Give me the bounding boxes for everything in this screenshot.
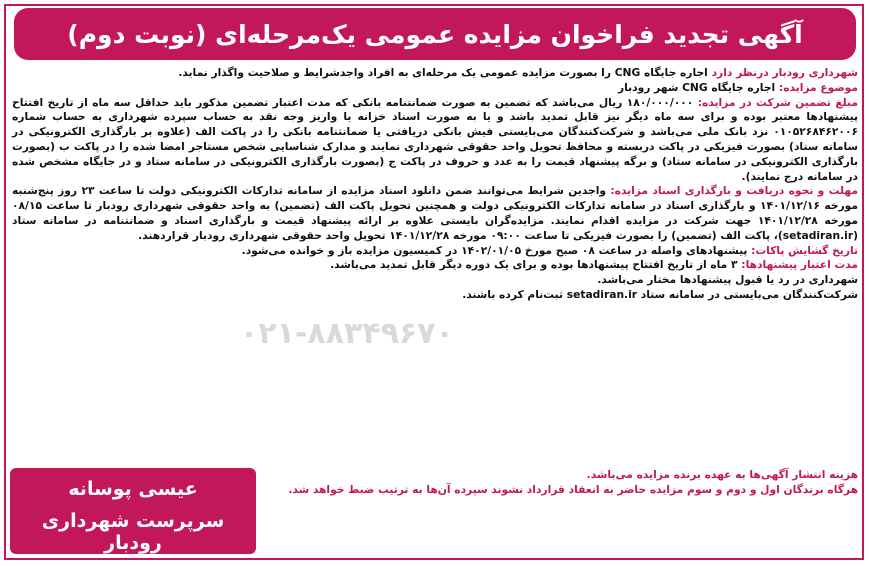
deadline-paragraph bbox=[12, 184, 858, 243]
signatory-role: سرپرست شهرداری رودبار bbox=[41, 510, 225, 554]
notice-body bbox=[12, 66, 858, 303]
subject-label: موضوع مزایده: bbox=[778, 80, 858, 94]
opening-text: پیشنهادهای واصله در ساعت ۰۸ صبح مورخ ۱۴۰۲/۰۱/۰۵ در کمیسیون مزایده باز و خوانده می‌شود. bbox=[241, 243, 752, 257]
notice-title: آگهی تجدید فراخوان مزایده عمومی یک‌مرحله‌ای (نوبت دوم) bbox=[67, 19, 803, 49]
intro-paragraph bbox=[12, 66, 858, 81]
intro-text: اجاره جایگاه CNG را بصورت مزایده عمومی یک مرحله‌ای به افراد واجدشرایط و صلاحیت واگذار نماید. bbox=[178, 66, 712, 79]
guarantee-text: ۱۸۰/۰۰۰/۰۰۰ ریال می‌باشد که تضمین به صورت ضمانتنامه بانکی که مدت اعتبار تضمین مذکور باید حداقل سه ماه از تاریخ افتتاح پیشنهادها معتبر بوده و برای سه ماه دیگر نیز قابل تمدید باشد و یا به صورت اسناد خزانه یا واریز وجه نقد به حساب سپرده شهرداری به حساب شماره ۰۱۰۵۲۶۸۴۶۲۰۰۶ نزد بانک ملی می‌باشد و شرکت‌کنندگان می‌بایستی فیش بانکی دریافتی یا ضمانتنامه بانکی را در پاکت الف (علاوه بر بارگذاری الکترونیکی در سامانه ستاد) بصورت فیزیکی در پاکت دربسته و محافظ تحویل واحد حقوقی شهرداری نمایند و مدارک شناسایی شخص مستاجر امضا شده را در پاکت ب (بصورت بارگذاری الکترونیکی در سامانه ستاد) و برگه پیشنهاد قیمت را به عدد و حروف در پاکت ج (بصورت بارگذاری الکترونیکی در سامانه ستاد و در جایگاه مشخص شده در سامانه درج نمایند). bbox=[12, 95, 858, 183]
subject-paragraph bbox=[12, 81, 858, 96]
notice-footer bbox=[270, 467, 858, 497]
note-register: شرکت‌کنندگان می‌بایستی در سامانه ستاد setadiran.ir ثبت‌نام کرده باشند. bbox=[462, 287, 858, 301]
watermark-phone: ۰۲۱-۸۸۳۴۹۶۷۰ bbox=[240, 316, 454, 351]
guarantee-label: مبلغ تضمین شرکت در مزایده: bbox=[697, 95, 858, 109]
validity-label: مدت اعتبار پیشنهادها: bbox=[741, 258, 858, 272]
deposit-forfeit: هرگاه برندگان اول و دوم و سوم مزایده حاضر به انعقاد قرارداد نشوند سپرده آن‌ها به ترتیب ضبط خواهد شد. bbox=[288, 483, 858, 496]
deadline-text: واجدین شرایط می‌توانند ضمن دانلود اسناد مزایده از سامانه تدارکات الکترونیکی دولت تا ساعت ۲۳ روز پنج‌شنبه مورخه ۱۴۰۱/۱۲/۱۶ و بارگذاری اسناد در سامانه تدارکات الکترونیکی دولت و همچنین تحویل پاکت الف (تضمین) به واحد حقوقی شهرداری رودبار تا ساعت ۰۸/۱۵ مورخه ۱۴۰۱/۱۲/۲۸ جهت شرکت در مزایده اقدام نمایند. مزایده‌گران بایستی علاوه بر ارائه پیشنهاد قیمت و بارگذاری اسناد و ضمانتنامه در سامانه ستاد (setadiran.ir)، پاکت الف (تضمین) را بصورت فیزیکی تا ساعت ۰۹:۰۰ مورخه ۱۴۰۱/۱۲/۲۸ تحویل واحد حقوقی شهرداری رودبار قراردهند. bbox=[12, 184, 858, 242]
publication-cost: هزینه انتشار آگهی‌ها به عهده برنده مزایده می‌باشد. bbox=[586, 468, 858, 481]
signatory-name: عیسی پوسانه bbox=[68, 478, 198, 500]
validity-paragraph bbox=[12, 258, 858, 273]
subject-text: اجاره جایگاه CNG شهر رودبار bbox=[617, 80, 779, 94]
deadline-label: مهلت و نحوه دریافت و بارگذاری اسناد مزایده: bbox=[610, 184, 859, 198]
notice-header bbox=[14, 8, 856, 60]
opening-paragraph bbox=[12, 244, 858, 259]
signature-box bbox=[10, 468, 256, 554]
intro-label: شهرداری رودبار درنظر دارد bbox=[711, 66, 858, 79]
note-reject: شهرداری در رد یا قبول پیشنهادها مختار می‌باشد. bbox=[597, 273, 858, 287]
validity-text: ۳ ماه از تاریخ افتتاح پیشنهادها بوده و برای یک دوره دیگر قابل تمدید می‌باشد. bbox=[330, 258, 742, 272]
guarantee-paragraph bbox=[12, 96, 858, 185]
opening-label: تاریخ گشایش پاکات: bbox=[751, 243, 858, 257]
